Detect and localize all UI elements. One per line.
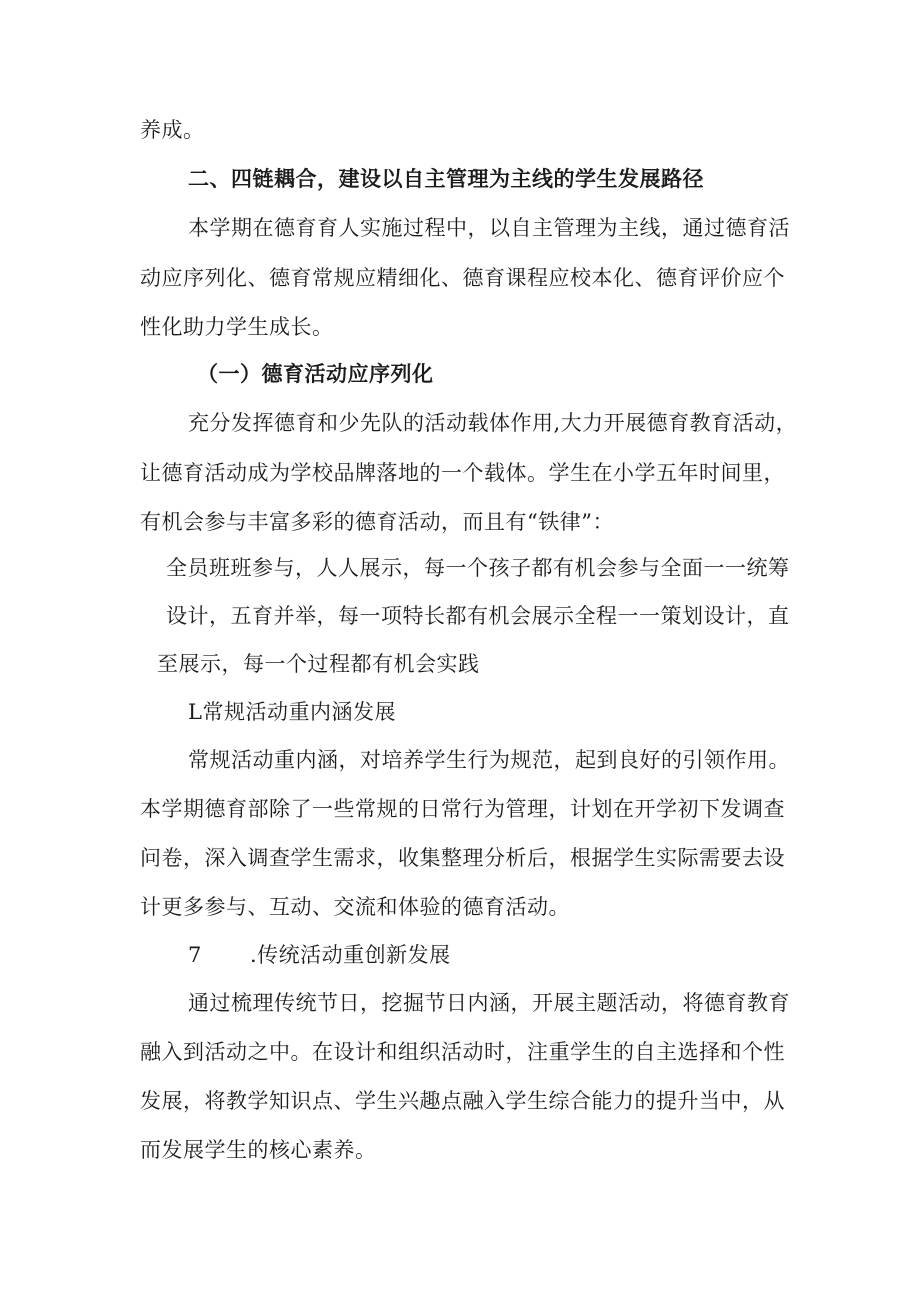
paragraph-line: 动应序列化、德育常规应精细化、德育课程应校本化、德育评价应个 [140, 266, 785, 290]
paragraph-line: 常规活动重内涵，对培养学生行为规范，起到良好的引领作用。 [188, 748, 790, 772]
list-item-number: 7 [188, 943, 202, 967]
paragraph-line: 问卷，深入调查学生需求，收集整理分析后，根据学生实际需要去设 [140, 846, 785, 870]
paragraph-line: 发展，将教学知识点、学生兴趣点融入学生综合能力的提升当中，从 [140, 1089, 785, 1113]
paragraph-line: 全员班班参与，人人展示，每一个孩子都有机会参与全面一一统筹 [166, 556, 790, 580]
list-item-text: .传统活动重创新发展 [250, 943, 451, 967]
paragraph-line: 设计，五育并举，每一项特长都有机会展示全程一一策划设计，直 [166, 604, 790, 628]
paragraph-line: 充分发挥德育和少先队的活动载体作用,大力开展德育教育活动， [188, 411, 798, 435]
paragraph-line: 性化助力学生成长。 [140, 315, 334, 339]
paragraph-line: 本学期德育部除了一些常规的日常行为管理，计划在开学初下发调查 [140, 797, 785, 821]
paragraph-line: 而发展学生的核心素养。 [140, 1138, 377, 1162]
paragraph-line: 通过梳理传统节日，挖掘节日内涵，开展主题活动，将德育教育 [188, 991, 790, 1015]
paragraph-line: 融入到活动之中。在设计和组织活动时，注重学生的自主选择和个性 [140, 1040, 785, 1064]
list-item-heading [188, 941, 451, 969]
paragraph-line: 本学期在德育育人实施过程中，以自主管理为主线，通过德育活 [188, 216, 790, 240]
paragraph-line: 养成。 [140, 118, 205, 142]
list-item-heading: L常规活动重内涵发展 [188, 700, 396, 724]
paragraph-line: 至展示，每一个过程都有机会实践 [157, 652, 480, 676]
paragraph-line: 让德育活动成为学校品牌落地的一个载体。学生在小学五年时间里， [140, 461, 785, 485]
section-heading: 二、四链耦合，建设以自主管理为主线的学生发展路径 [188, 166, 704, 191]
paragraph-line: 计更多参与、互动、交流和体验的德育活动。 [140, 895, 570, 919]
subsection-heading: （一）德育活动应序列化 [197, 361, 434, 386]
paragraph-line: 有机会参与丰富多彩的德育活动，而且有“铁律”： [140, 510, 614, 534]
